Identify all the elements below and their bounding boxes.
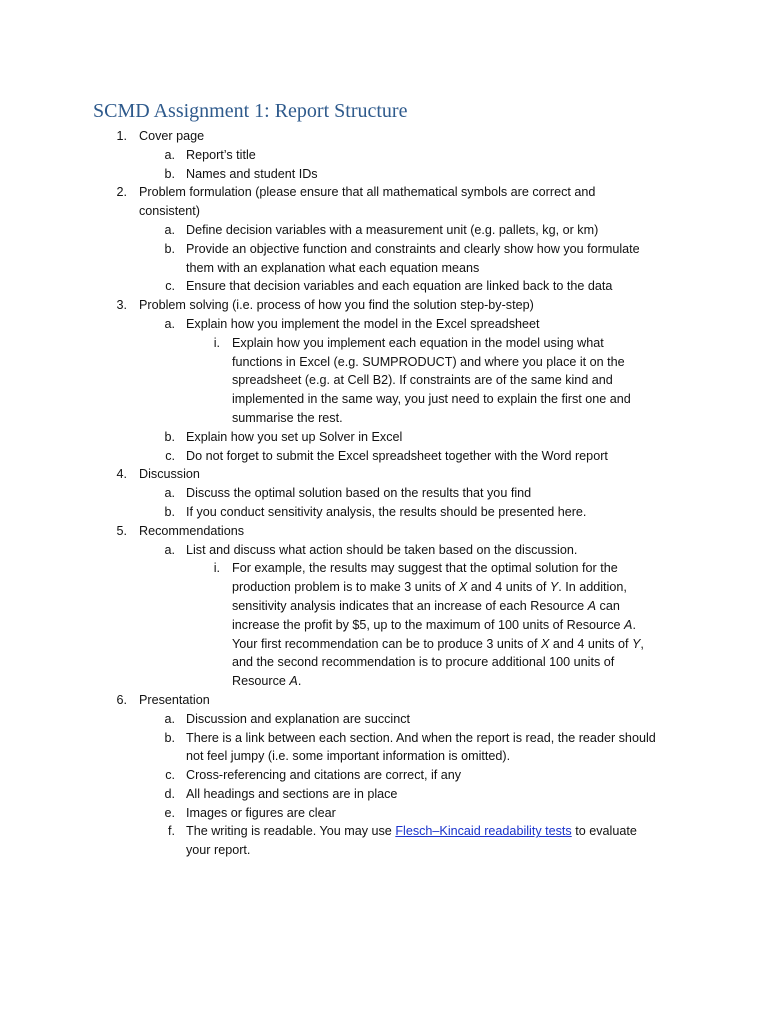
list-item-text: Report’s title (186, 147, 256, 162)
list-item (0, 729, 768, 748)
list-marker: f. (168, 824, 175, 839)
list-item (0, 334, 768, 353)
list-item-text: Discuss the optimal solution based on the results that you find (186, 486, 532, 501)
list-item-continuation (0, 747, 768, 766)
list-item (0, 804, 768, 823)
list-item (0, 503, 768, 522)
list-item-text: Explain how you implement each equation in the model using what (232, 335, 604, 350)
list-item (0, 296, 768, 315)
list-item-text: If you conduct sensitivity analysis, the results should be presented here. (186, 504, 587, 519)
list-item-text: not feel jumpy (i.e. some important information is omitted). (186, 749, 511, 764)
list-marker: a. (164, 147, 175, 162)
list-item-continuation (0, 259, 768, 278)
report-structure-list (0, 127, 768, 860)
list-marker: c. (165, 279, 175, 294)
list-item-continuation (0, 390, 768, 409)
list-marker: 5. (116, 523, 127, 538)
list-marker: c. (165, 448, 175, 463)
list-item-text: Images or figures are clear (186, 805, 336, 820)
list-item (0, 146, 768, 165)
list-item (0, 240, 768, 259)
list-marker: 4. (116, 467, 127, 482)
list-item (0, 315, 768, 334)
list-item (0, 785, 768, 804)
document-title: SCMD Assignment 1: Report Structure (93, 100, 408, 122)
list-marker: e. (164, 805, 175, 820)
list-item-text: Do not forget to submit the Excel spreadsheet together with the Word report (186, 448, 608, 463)
list-item (0, 541, 768, 560)
list-item-text: increase the profit by $5, up to the maximum of 100 units of Resource A. (232, 617, 636, 632)
list-marker: 6. (116, 692, 127, 707)
list-item (0, 710, 768, 729)
list-marker: a. (164, 486, 175, 501)
list-item-text: Explain how you set up Solver in Excel (186, 429, 403, 444)
list-item-text: Your first recommendation can be to produce 3 units of X and 4 units of Y, (232, 636, 644, 651)
list-item-continuation (0, 616, 768, 635)
list-item-text: implemented in the same way, you just need to explain the first one and (232, 392, 631, 407)
list-item-text: Problem solving (i.e. process of how you find the solution step-by-step) (139, 298, 534, 313)
list-marker: d. (164, 786, 175, 801)
list-item (0, 691, 768, 710)
list-marker: a. (164, 542, 175, 557)
list-item-continuation (0, 202, 768, 221)
list-item (0, 559, 768, 578)
list-item-text: consistent) (139, 204, 200, 219)
list-item (0, 484, 768, 503)
list-item-continuation (0, 409, 768, 428)
list-item-text: your report. (186, 843, 251, 858)
list-item (0, 165, 768, 184)
list-marker: a. (164, 711, 175, 726)
list-marker: b. (164, 241, 175, 256)
list-item-text: spreadsheet (e.g. at Cell B2). If constraints are of the same kind and (232, 373, 613, 388)
list-marker: 3. (116, 298, 127, 313)
list-item-text: All headings and sections are in place (186, 786, 398, 801)
list-item-continuation (0, 841, 768, 860)
list-item-text: and the second recommendation is to procure additional 100 units of (232, 655, 615, 670)
list-marker: a. (164, 316, 175, 331)
list-marker: c. (165, 768, 175, 783)
list-item-text: Define decision variables with a measurement unit (e.g. pallets, kg, or km) (186, 222, 599, 237)
list-item (0, 766, 768, 785)
list-item-text: functions in Excel (e.g. SUMPRODUCT) and where you place it on the (232, 354, 625, 369)
list-item-text: Cross-referencing and citations are correct, if any (186, 768, 462, 783)
readability-tests-link[interactable]: Flesch–Kincaid readability tests (395, 824, 572, 839)
list-item (0, 522, 768, 541)
list-item-text: production problem is to make 3 units of X and 4 units of Y. In addition, (232, 580, 627, 595)
list-item-text: Cover page (139, 129, 205, 143)
list-item-text: The writing is readable. You may use Flesch–Kincaid readability tests to evaluate (186, 824, 637, 839)
list-item-continuation (0, 653, 768, 672)
list-item (0, 428, 768, 447)
list-marker: b. (164, 730, 175, 745)
list-marker: b. (164, 504, 175, 519)
list-item-text: List and discuss what action should be taken based on the discussion. (186, 542, 578, 557)
list-item-continuation (0, 672, 768, 691)
list-item-continuation (0, 371, 768, 390)
list-item-text: Presentation (139, 692, 210, 707)
list-item-text: Recommendations (139, 523, 244, 538)
list-marker: i. (213, 561, 220, 576)
list-item (0, 221, 768, 240)
list-item-text: Ensure that decision variables and each equation are linked back to the data (186, 279, 613, 294)
list-item-text: them with an explanation what each equation means (186, 260, 480, 275)
list-marker: a. (164, 222, 175, 237)
list-item (0, 465, 768, 484)
list-item-text: There is a link between each section. And when the report is read, the reader should (186, 730, 656, 745)
list-item-continuation (0, 597, 768, 616)
list-item-continuation (0, 635, 768, 654)
list-item-text: For example, the results may suggest that the optimal solution for the (232, 561, 618, 576)
list-item-continuation (0, 578, 768, 597)
list-item-text: summarise the rest. (232, 410, 343, 425)
list-item (0, 822, 768, 841)
list-marker: b. (164, 429, 175, 444)
list-item-text: Discussion and explanation are succinct (186, 711, 411, 726)
list-marker: b. (164, 166, 175, 181)
list-item (0, 277, 768, 296)
list-item-text: Discussion (139, 467, 200, 482)
list-marker: 1. (116, 129, 127, 143)
list-item-text: Provide an objective function and constraints and clearly show how you formulate (186, 241, 640, 256)
list-item (0, 447, 768, 466)
list-item-text: sensitivity analysis indicates that an increase of each Resource A can (232, 598, 620, 613)
list-item-text: Names and student IDs (186, 166, 318, 181)
list-item-text: Problem formulation (please ensure that all mathematical symbols are correct and (139, 185, 596, 200)
list-item-text: Resource A. (232, 674, 302, 689)
list-item-text: Explain how you implement the model in the Excel spreadsheet (186, 316, 540, 331)
list-marker: i. (213, 335, 220, 350)
list-item (0, 183, 768, 202)
list-item (0, 127, 768, 146)
list-marker: 2. (116, 185, 127, 200)
list-item-continuation (0, 353, 768, 372)
